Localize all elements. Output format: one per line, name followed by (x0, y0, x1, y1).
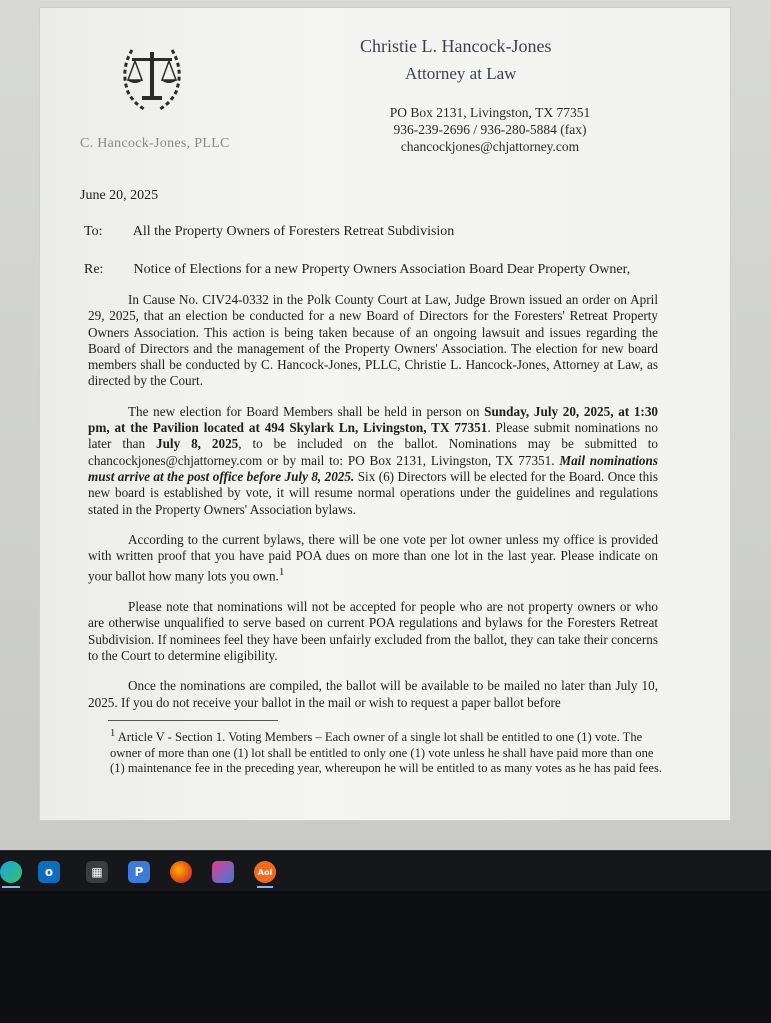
to-value: All the Property Owners of Foresters Retreat Subdivision (132, 224, 455, 239)
to-line (84, 224, 454, 240)
re-label: Re: (84, 262, 104, 277)
active-indicator (257, 886, 273, 888)
nomination-deadline: July 8, 2025 (155, 436, 239, 452)
p-app-icon[interactable]: P (128, 861, 150, 883)
paragraph-1: In Cause No. CIV24-0332 in the Polk County Court at Law, Judge Brown issued an order on April 29, 2025, that an election be conducted for a new Board of Directors for the Foresters' Retreat Property Owners Association. This action is being taken because of an ongoing lawsuit and issues regarding the Board of Directors and the management of the Property Owners' Association. The election for new board members shall be conducted by C. Hancock-Jones, PLLC, Christie L. Hancock-Jones, Attorney at Law, as directed by the Court. (88, 292, 658, 389)
outlook-icon[interactable]: o (38, 861, 60, 883)
paragraph-4: Please note that nominations will not be accepted for people who are not property owners or who are otherwise unqualified to serve based on current POA regulations and bylaws for the Foresters Retreat Subdivision. If nominees feel they have been unfairly excluded from the ballot, they can take their concerns to the Court to determine eligibility. (88, 599, 658, 664)
paragraph-5: Once the nominations are compiled, the ballot will be available to be mailed no later than July 10, 2025. If you do not receive your ballot in the mail or wish to request a paper ballot before (88, 678, 658, 710)
photos-icon[interactable] (212, 861, 234, 883)
address: PO Box 2131, Livingston, TX 77351 (389, 105, 591, 120)
paragraph-2: The new election for Board Members shall be held in person on Sunday, July 20, 2025, at 1:30 pm, at the Pavilion located at 494 Skylark Ln, Livingston, TX 77351. Please submit nominations no later than July 8, 2025, to be included on the ballot. Nominations may be submitted to chancockjones@chjattorney.com or by mail to: PO Box 2131, Livingston, TX 77351. Mail nominations must arrive at the post office before July 8, 2025. Six (6) Directors will be elected for the Board. Once this new board is established by vote, it will resume normal operations under the guidelines and regulations stated in the Property Owners' Association bylaws. (88, 403, 659, 517)
mail-deadline-note: Mail nominations must arrive at the post office before July 8, 2025. (88, 452, 658, 484)
contact-block (360, 104, 620, 155)
footnote: $^1$ Article V - Section 1. Voting Members – Each owner of a single lot shall be entitled to one (1) vote. The owner of more than one (1) lot shall be entitled to only one (1) vote unless he shall have paid more than one (1) maintenance fee in the preceding year, whereupon he will be entitled to as many votes as he has paid fees. (110, 728, 663, 776)
letter-document (40, 8, 730, 820)
firefox-icon[interactable] (170, 861, 192, 883)
attorney-name: Christie L. Hancock-Jones (360, 36, 552, 56)
letter-body (88, 292, 658, 711)
calculator-icon[interactable]: ▦ (86, 861, 108, 883)
footnote-divider (108, 720, 278, 721)
paragraph-3: According to the current bylaws, there will be one vote per lot owner unless my office is provided with written proof that you have paid POA dues on more than one lot in the last year. Please indicate on your ballot how many lots you own.$^1$ (88, 531, 658, 584)
re-line (84, 262, 630, 278)
phone-fax: 936-239-2696 / 936-280-5884 (fax) (393, 122, 587, 137)
email: chancockjones@chjattorney.com (400, 139, 580, 154)
footnote-ref: 1 (278, 566, 285, 579)
letter-date: June 20, 2025 (80, 188, 159, 203)
taskbar (0, 850, 771, 891)
firm-name: C. Hancock-Jones, PLLC (80, 136, 230, 151)
re-value: Notice of Elections for a new Property Owners Association Board Dear Property Owner, (133, 262, 631, 277)
election-details: Sunday, July 20, 2025, at 1:30 pm, at the Pavilion located at 494 Skylark Ln, Livingston, TX 77351 (88, 403, 659, 436)
aol-icon[interactable]: Aol (254, 861, 276, 883)
active-indicator (2, 886, 20, 888)
edge-icon[interactable] (0, 861, 22, 883)
attorney-title: Attorney at Law (405, 64, 517, 83)
to-label: To: (84, 224, 103, 239)
scales-of-justice-logo (102, 30, 202, 130)
